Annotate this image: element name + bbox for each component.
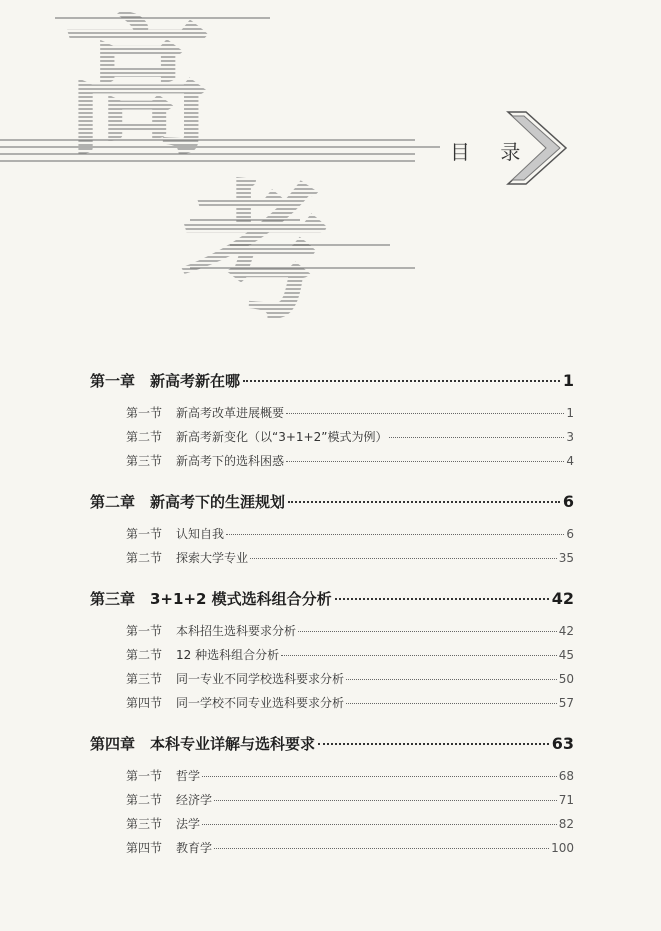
section-list xyxy=(90,404,574,476)
section-title: 本科招生选科要求分析 xyxy=(176,624,297,638)
section-title: 经济学 xyxy=(176,793,213,807)
section-title: 12 种选科组合分析 xyxy=(176,648,280,662)
section-number: 第一节 xyxy=(126,527,163,541)
section-page: 100 xyxy=(551,841,574,855)
leader-dots xyxy=(346,703,557,704)
toc-section[interactable] xyxy=(90,404,574,428)
toc-section[interactable] xyxy=(90,791,574,815)
leader-dots xyxy=(243,380,560,382)
section-title: 同一专业不同学校选科要求分析 xyxy=(176,672,345,686)
section-page: 42 xyxy=(558,624,574,638)
toc-section[interactable] xyxy=(90,815,574,839)
toc-section[interactable] xyxy=(90,839,574,863)
toc-section[interactable] xyxy=(90,622,574,646)
chapter-page: 63 xyxy=(551,734,574,753)
toc-section[interactable] xyxy=(90,646,574,670)
decor-char-kao: 考 xyxy=(180,167,331,340)
section-title: 同一学校不同专业选科要求分析 xyxy=(176,696,345,710)
toc-chapter[interactable] xyxy=(90,588,574,614)
section-number: 第三节 xyxy=(126,454,163,468)
section-page: 71 xyxy=(558,793,574,807)
leader-dots xyxy=(281,655,557,656)
leader-dots xyxy=(298,631,557,632)
leader-dots xyxy=(346,679,557,680)
leader-dots xyxy=(288,501,560,503)
section-page: 45 xyxy=(558,648,574,662)
chapter-title: 本科专业详解与选科要求 xyxy=(150,735,316,753)
chapter-page: 1 xyxy=(562,371,574,390)
leader-dots xyxy=(250,558,557,559)
section-title: 认知自我 xyxy=(176,527,225,541)
leader-dots xyxy=(286,413,564,414)
section-number: 第四节 xyxy=(126,696,163,710)
section-page: 50 xyxy=(558,672,574,686)
section-number: 第二节 xyxy=(126,648,163,662)
section-number: 第一节 xyxy=(126,624,163,638)
section-page: 57 xyxy=(558,696,574,710)
chapter-number: 第二章 xyxy=(90,493,136,511)
section-title: 探索大学专业 xyxy=(176,551,249,565)
toc-chapter[interactable] xyxy=(90,491,574,517)
header-decoration xyxy=(0,0,661,340)
leader-dots xyxy=(286,461,564,462)
leader-dots xyxy=(389,437,564,438)
section-page: 1 xyxy=(566,406,574,420)
section-page: 4 xyxy=(566,454,574,468)
section-list xyxy=(90,622,574,718)
toc-chapter[interactable] xyxy=(90,733,574,759)
section-number: 第二节 xyxy=(126,793,163,807)
leader-dots xyxy=(214,800,557,801)
toc-section[interactable] xyxy=(90,694,574,718)
section-title: 法学 xyxy=(176,817,201,831)
chapter-page: 6 xyxy=(562,492,574,511)
section-number: 第二节 xyxy=(126,430,163,444)
page-title: 目 录 xyxy=(450,140,533,164)
chapter-title: 3+1+2 模式选科组合分析 xyxy=(150,590,332,608)
leader-dots xyxy=(202,776,557,777)
leader-dots xyxy=(214,848,549,849)
section-title: 新高考改革进展概要 xyxy=(176,406,285,420)
leader-dots xyxy=(335,598,549,600)
chapter-title: 新高考新在哪 xyxy=(150,372,241,390)
toc-section[interactable] xyxy=(90,767,574,791)
toc-section[interactable] xyxy=(90,525,574,549)
section-number: 第一节 xyxy=(126,406,163,420)
section-page: 35 xyxy=(558,551,574,565)
section-page: 82 xyxy=(558,817,574,831)
chapter-number: 第三章 xyxy=(90,590,136,608)
section-title: 新高考新变化（以“3+1+2”模式为例） xyxy=(176,430,388,444)
toc-section[interactable] xyxy=(90,549,574,573)
section-page: 6 xyxy=(566,527,574,541)
section-title: 新高考下的选科困惑 xyxy=(176,454,285,468)
section-list xyxy=(90,767,574,863)
section-page: 3 xyxy=(566,430,574,444)
chapter-number: 第四章 xyxy=(90,735,136,753)
chapter-page: 42 xyxy=(551,589,574,608)
table-of-contents xyxy=(90,370,574,863)
chapter-title: 新高考下的生涯规划 xyxy=(150,493,286,511)
section-number: 第三节 xyxy=(126,817,163,831)
section-list xyxy=(90,525,574,573)
leader-dots xyxy=(226,534,564,535)
toc-section[interactable] xyxy=(90,670,574,694)
section-title: 哲学 xyxy=(176,769,201,783)
toc-section[interactable] xyxy=(90,452,574,476)
section-number: 第二节 xyxy=(126,551,163,565)
leader-dots xyxy=(202,824,557,825)
decor-char-gao: 高 xyxy=(62,2,213,176)
section-number: 第一节 xyxy=(126,769,163,783)
section-number: 第三节 xyxy=(126,672,163,686)
section-title: 教育学 xyxy=(176,841,213,855)
section-page: 68 xyxy=(558,769,574,783)
leader-dots xyxy=(318,743,549,745)
toc-chapter[interactable] xyxy=(90,370,574,396)
toc-section[interactable] xyxy=(90,428,574,452)
section-number: 第四节 xyxy=(126,841,163,855)
chapter-number: 第一章 xyxy=(90,372,136,390)
